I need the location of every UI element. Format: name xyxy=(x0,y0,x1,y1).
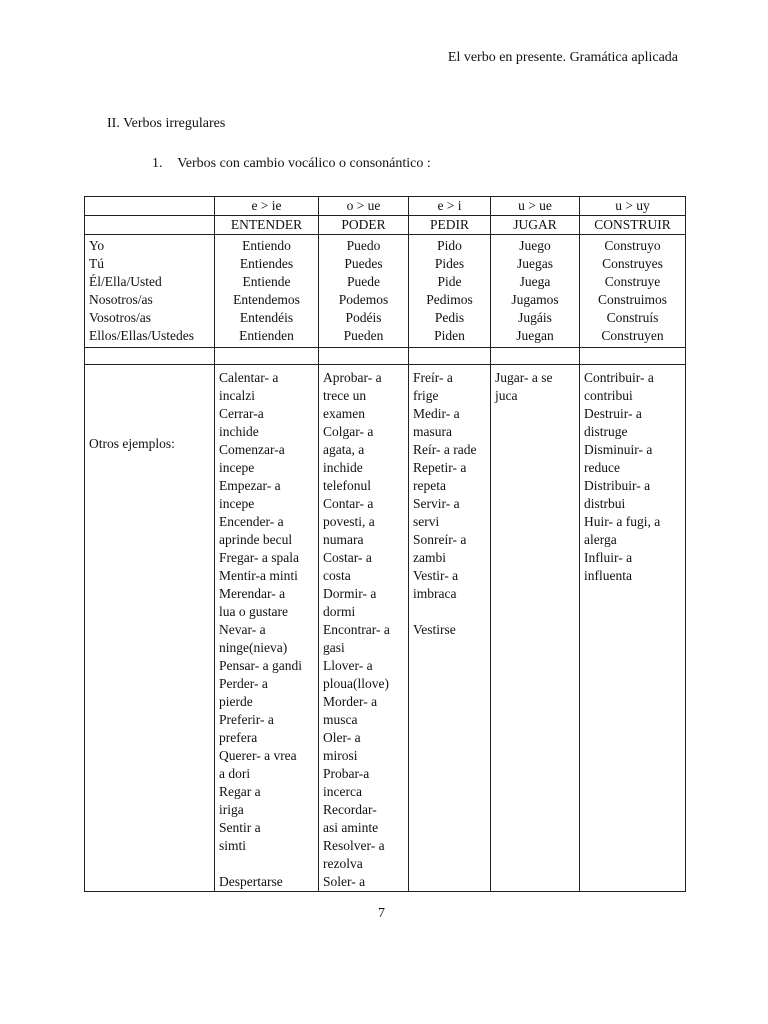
example-line: Empezar- a xyxy=(219,478,281,493)
example-line: Comenzar-a xyxy=(219,442,285,457)
example-line: mirosi xyxy=(323,748,358,763)
example-line: Freír- a xyxy=(413,370,453,385)
conjugated-form: Pide xyxy=(437,274,462,289)
example-line: a dori xyxy=(219,766,251,781)
example-line: Huir- a fugi, a xyxy=(584,514,661,529)
example-line: asi aminte xyxy=(323,820,379,835)
empty-cell xyxy=(85,216,215,235)
verb-header-row xyxy=(85,216,686,235)
conjugated-form: Juegas xyxy=(517,256,553,271)
example-line: costa xyxy=(323,568,351,583)
example-line: Vestirse xyxy=(413,622,456,637)
example-line: influenta xyxy=(584,568,632,583)
example-line: lua o gustare xyxy=(219,604,288,619)
example-line: imbraca xyxy=(413,586,457,601)
conjugated-form: Pido xyxy=(437,238,462,253)
examples-cell-jugar xyxy=(491,365,580,892)
example-line: Contribuir- a xyxy=(584,370,654,385)
example-line: Calentar- a xyxy=(219,370,279,385)
example-line: Mentir-a minti xyxy=(219,568,298,583)
conjugation-cell-poder xyxy=(319,235,409,348)
example-line: Jugar- a se juca xyxy=(495,370,553,403)
example-line: masura xyxy=(413,424,452,439)
example-gap xyxy=(413,603,486,621)
verb-cell: JUGAR xyxy=(491,216,580,235)
conjugated-form: Pides xyxy=(434,256,465,271)
example-line: ninge(nieva) xyxy=(219,640,288,655)
example-line: numara xyxy=(323,532,364,547)
change-cell: e > ie xyxy=(215,197,319,216)
example-line: simti xyxy=(219,838,247,853)
example-line: contribui xyxy=(584,388,633,403)
example-line: inchide xyxy=(219,424,259,439)
example-line: povesti, a xyxy=(323,514,375,529)
example-line: reduce xyxy=(584,460,620,475)
example-line: Dormir- a xyxy=(323,586,377,601)
example-line: aprinde becul xyxy=(219,532,293,547)
example-line: Sentir a xyxy=(219,820,261,835)
running-header: El verbo en presente. Gramática aplicada xyxy=(447,50,678,65)
conjugated-form: Construís xyxy=(606,310,659,325)
example-line: Despertarse xyxy=(219,874,283,889)
conjugation-cell-construir xyxy=(580,235,686,348)
example-line: dormi xyxy=(323,604,356,619)
conjugated-form: Construyes xyxy=(602,256,663,271)
example-line: gasi xyxy=(323,640,345,655)
example-line: Contar- a xyxy=(323,496,374,511)
example-line: Morder- a xyxy=(323,694,378,709)
conjugated-form: Juega xyxy=(519,274,551,289)
pronoun: Vosotros/as xyxy=(89,310,152,325)
example-line: Disminuir- a xyxy=(584,442,653,457)
conjugated-form: Construimos xyxy=(597,292,667,307)
example-line: Encender- a xyxy=(219,514,284,529)
example-line: Influir- a xyxy=(584,550,633,565)
example-line: Oler- a xyxy=(323,730,361,745)
conjugated-form: Pueden xyxy=(343,328,384,343)
example-line: zambi xyxy=(413,550,446,565)
change-cell: e > i xyxy=(409,197,491,216)
conjugated-form: Puede xyxy=(347,274,380,289)
example-line: Colgar- a xyxy=(323,424,374,439)
example-line: Distribuir- a xyxy=(584,478,651,493)
conjugated-form: Entendéis xyxy=(239,310,294,325)
example-line: repeta xyxy=(413,478,446,493)
conjugated-form: Podéis xyxy=(345,310,382,325)
example-line: Vestir- a xyxy=(413,568,459,583)
example-line: inchide xyxy=(323,460,363,475)
conjugation-cell-entender xyxy=(215,235,319,348)
example-line: distrbui xyxy=(584,496,626,511)
empty-cell xyxy=(491,348,580,365)
example-gap xyxy=(219,855,314,873)
example-line: Fregar- a spala xyxy=(219,550,299,565)
example-line: Merendar- a xyxy=(219,586,286,601)
conjugation-row xyxy=(85,235,686,348)
subsection-title xyxy=(152,156,431,172)
example-line: musca xyxy=(323,712,358,727)
pronoun: Nosotros/as xyxy=(89,292,153,307)
example-line: Servir- a xyxy=(413,496,460,511)
example-line: Repetir- a xyxy=(413,460,467,475)
example-line: Costar- a xyxy=(323,550,372,565)
examples-label-cell xyxy=(85,365,215,892)
example-line: Destruir- a xyxy=(584,406,642,421)
verb-cell: ENTENDER xyxy=(215,216,319,235)
pronoun-cell xyxy=(85,235,215,348)
example-line: incepe xyxy=(219,496,255,511)
example-line: Sonreír- a xyxy=(413,532,467,547)
pronoun: Yo xyxy=(89,238,105,253)
conjugated-form: Jugamos xyxy=(511,292,559,307)
subsection-number: 1. xyxy=(152,156,163,171)
conjugation-cell-pedir xyxy=(409,235,491,348)
conjugated-form: Pedimos xyxy=(426,292,473,307)
empty-cell xyxy=(580,348,686,365)
examples-cell-entender xyxy=(215,365,319,892)
example-line: incepe xyxy=(219,460,255,475)
empty-cell xyxy=(85,348,215,365)
spacer-row xyxy=(85,348,686,365)
example-line: agata, a xyxy=(323,442,365,457)
example-line: pierde xyxy=(219,694,253,709)
examples-cell-pedir xyxy=(409,365,491,892)
conjugated-form: Entienden xyxy=(239,328,294,343)
example-line: Nevar- a xyxy=(219,622,266,637)
conjugated-form: Pedis xyxy=(434,310,465,325)
page-number: 7 xyxy=(378,906,385,921)
conjugated-form: Entiendo xyxy=(242,238,291,253)
example-line: Preferir- a xyxy=(219,712,274,727)
conjugated-form: Puedes xyxy=(344,256,383,271)
conjugated-form: Podemos xyxy=(338,292,389,307)
example-line: telefonul xyxy=(323,478,371,493)
example-line: frige xyxy=(413,388,439,403)
examples-row xyxy=(85,365,686,892)
example-line: Aprobar- a xyxy=(323,370,382,385)
example-line: rezolva xyxy=(323,856,363,871)
conjugated-form: Construyo xyxy=(604,238,661,253)
example-line: alerga xyxy=(584,532,617,547)
pronoun: Tú xyxy=(89,256,104,271)
empty-cell xyxy=(215,348,319,365)
example-line: Cerrar-a xyxy=(219,406,264,421)
example-line: Recordar- xyxy=(323,802,377,817)
example-line: prefera xyxy=(219,730,258,745)
conjugated-form: Piden xyxy=(434,328,465,343)
examples-label: Otros ejemplos: xyxy=(89,436,175,451)
section-title: II. Verbos irregulares xyxy=(107,116,226,131)
pronoun: Él/Ella/Usted xyxy=(89,274,162,289)
example-line: Perder- a xyxy=(219,676,268,691)
example-line: Llover- a xyxy=(323,658,373,673)
example-line: servi xyxy=(413,514,440,529)
example-line: examen xyxy=(323,406,365,421)
change-cell: u > uy xyxy=(580,197,686,216)
conjugated-form: Entiende xyxy=(242,274,291,289)
pronoun: Ellos/Ellas/Ustedes xyxy=(89,328,194,343)
example-line: Medir- a xyxy=(413,406,460,421)
conjugated-form: Construye xyxy=(604,274,661,289)
examples-cell-poder xyxy=(319,365,409,892)
verb-cell: CONSTRUIR xyxy=(580,216,686,235)
empty-cell xyxy=(409,348,491,365)
example-line: trece un xyxy=(323,388,367,403)
change-cell: o > ue xyxy=(319,197,409,216)
example-line: Resolver- a xyxy=(323,838,385,853)
example-line: Probar-a xyxy=(323,766,370,781)
empty-cell xyxy=(319,348,409,365)
example-line: incerca xyxy=(323,784,362,799)
example-line: Pensar- a gandi xyxy=(219,658,302,673)
example-line: iriga xyxy=(219,802,244,817)
empty-cell xyxy=(85,197,215,216)
verb-cell: PODER xyxy=(319,216,409,235)
example-line: Reír- a rade xyxy=(413,442,477,457)
example-line: Soler- a xyxy=(323,874,366,889)
irregular-verbs-table xyxy=(84,196,686,892)
conjugated-form: Jugáis xyxy=(518,310,552,325)
conjugated-form: Puedo xyxy=(346,238,381,253)
conjugated-form: Juegan xyxy=(516,328,554,343)
verb-cell: PEDIR xyxy=(409,216,491,235)
conjugated-form: Juego xyxy=(519,238,551,253)
example-line: ploua(llove) xyxy=(323,676,389,691)
example-line: Encontrar- a xyxy=(323,622,390,637)
example-line: incalzi xyxy=(219,388,255,403)
example-line: Regar a xyxy=(219,784,261,799)
vowel-change-row xyxy=(85,197,686,216)
conjugated-form: Entendemos xyxy=(233,292,300,307)
change-cell: u > ue xyxy=(491,197,580,216)
subsection-text: Verbos con cambio vocálico o consonántico : xyxy=(177,156,431,171)
conjugation-cell-jugar xyxy=(491,235,580,348)
conjugated-form: Entiendes xyxy=(239,256,294,271)
example-line: Querer- a vrea xyxy=(219,748,297,763)
conjugated-form: Construyen xyxy=(601,328,664,343)
examples-cell-construir xyxy=(580,365,686,892)
example-line: distruge xyxy=(584,424,628,439)
